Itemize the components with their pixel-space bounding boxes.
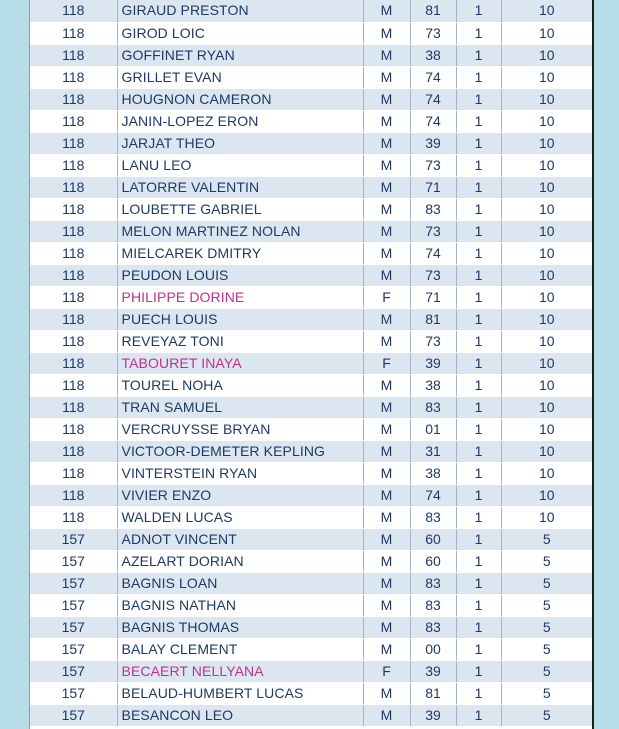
points-cell[interactable]: 10	[501, 176, 592, 198]
rank-cell[interactable]: 157	[30, 704, 117, 726]
name-cell[interactable]: TRAN SAMUEL	[117, 396, 363, 418]
table-row[interactable]	[30, 682, 592, 704]
rank-cell[interactable]: 118	[30, 66, 117, 88]
rank-cell[interactable]: 157	[30, 594, 117, 616]
count-cell[interactable]: 1	[456, 660, 501, 682]
rank-cell[interactable]: 157	[30, 660, 117, 682]
sex-cell[interactable]: M	[363, 484, 410, 506]
count-cell[interactable]: 1	[456, 242, 501, 264]
rank-cell[interactable]: 118	[30, 440, 117, 462]
rank-cell[interactable]: 118	[30, 22, 117, 44]
name-cell[interactable]: GIROD LOIC	[117, 22, 363, 44]
table-row[interactable]	[30, 660, 592, 682]
table-row[interactable]	[30, 594, 592, 616]
rank-cell[interactable]: 118	[30, 88, 117, 110]
table-row[interactable]	[30, 616, 592, 638]
rank-cell[interactable]: 118	[30, 0, 117, 22]
points-cell[interactable]: 10	[501, 396, 592, 418]
sex-cell[interactable]: M	[363, 550, 410, 572]
sex-cell[interactable]: M	[363, 308, 410, 330]
rank-cell[interactable]: 118	[30, 308, 117, 330]
points-cell[interactable]: 10	[501, 88, 592, 110]
count-cell[interactable]: 1	[456, 198, 501, 220]
table-row[interactable]	[30, 484, 592, 506]
name-cell[interactable]: WALDEN LUCAS	[117, 506, 363, 528]
points-cell[interactable]: 10	[501, 374, 592, 396]
table-row[interactable]	[30, 44, 592, 66]
sex-cell[interactable]: M	[363, 418, 410, 440]
rank-cell[interactable]: 118	[30, 396, 117, 418]
sex-cell[interactable]: M	[363, 572, 410, 594]
points-cell[interactable]: 10	[501, 66, 592, 88]
department-cell[interactable]: 38	[410, 374, 456, 396]
sex-cell[interactable]: M	[363, 176, 410, 198]
department-cell[interactable]: 01	[410, 418, 456, 440]
sex-cell[interactable]: M	[363, 88, 410, 110]
name-cell[interactable]: VIVIER ENZO	[117, 484, 363, 506]
rank-cell[interactable]: 118	[30, 198, 117, 220]
sex-cell[interactable]: M	[363, 682, 410, 704]
sex-cell[interactable]: M	[363, 638, 410, 660]
sex-cell[interactable]: M	[363, 66, 410, 88]
count-cell[interactable]: 1	[456, 682, 501, 704]
count-cell[interactable]: 1	[456, 484, 501, 506]
department-cell[interactable]: 74	[410, 110, 456, 132]
name-cell[interactable]: GRILLET EVAN	[117, 66, 363, 88]
department-cell[interactable]: 39	[410, 704, 456, 726]
points-cell[interactable]: 10	[501, 352, 592, 374]
table-row[interactable]	[30, 154, 592, 176]
name-cell[interactable]: PEUDON LOUIS	[117, 264, 363, 286]
name-cell[interactable]: AZELART DORIAN	[117, 550, 363, 572]
count-cell[interactable]: 1	[456, 330, 501, 352]
table-row[interactable]	[30, 418, 592, 440]
rank-cell[interactable]: 157	[30, 682, 117, 704]
name-cell[interactable]: LOUBETTE GABRIEL	[117, 198, 363, 220]
sex-cell[interactable]: M	[363, 440, 410, 462]
rank-cell[interactable]: 118	[30, 176, 117, 198]
department-cell[interactable]: 74	[410, 66, 456, 88]
points-cell[interactable]: 10	[501, 220, 592, 242]
sex-cell[interactable]: M	[363, 506, 410, 528]
table-row[interactable]	[30, 198, 592, 220]
table-row[interactable]	[30, 264, 592, 286]
name-cell[interactable]: BAGNIS NATHAN	[117, 594, 363, 616]
sex-cell[interactable]: M	[363, 22, 410, 44]
department-cell[interactable]: 81	[410, 682, 456, 704]
department-cell[interactable]: 83	[410, 572, 456, 594]
department-cell[interactable]: 39	[410, 132, 456, 154]
points-cell[interactable]: 10	[501, 484, 592, 506]
sex-cell[interactable]: F	[363, 352, 410, 374]
rank-cell[interactable]: 118	[30, 44, 117, 66]
table-row[interactable]	[30, 308, 592, 330]
rank-cell[interactable]: 157	[30, 638, 117, 660]
table-row[interactable]	[30, 66, 592, 88]
department-cell[interactable]: 74	[410, 484, 456, 506]
count-cell[interactable]: 1	[456, 594, 501, 616]
name-cell[interactable]: PUECH LOUIS	[117, 308, 363, 330]
name-cell[interactable]: TABOURET INAYA	[117, 352, 363, 374]
rank-cell[interactable]: 157	[30, 572, 117, 594]
points-cell[interactable]: 5	[501, 682, 592, 704]
department-cell[interactable]: 74	[410, 88, 456, 110]
department-cell[interactable]: 81	[410, 0, 456, 22]
points-cell[interactable]: 5	[501, 660, 592, 682]
department-cell[interactable]: 83	[410, 396, 456, 418]
table-row[interactable]	[30, 440, 592, 462]
points-cell[interactable]: 10	[501, 242, 592, 264]
count-cell[interactable]: 1	[456, 572, 501, 594]
count-cell[interactable]: 1	[456, 374, 501, 396]
name-cell[interactable]: VICTOOR-DEMETER KEPLING	[117, 440, 363, 462]
rank-cell[interactable]: 118	[30, 506, 117, 528]
table-row[interactable]	[30, 462, 592, 484]
rank-cell[interactable]: 118	[30, 132, 117, 154]
name-cell[interactable]: BECAERT NELLYANA	[117, 660, 363, 682]
sex-cell[interactable]: M	[363, 528, 410, 550]
count-cell[interactable]: 1	[456, 308, 501, 330]
table-row[interactable]	[30, 396, 592, 418]
name-cell[interactable]: JARJAT THEO	[117, 132, 363, 154]
count-cell[interactable]: 1	[456, 264, 501, 286]
rank-cell[interactable]: 118	[30, 286, 117, 308]
name-cell[interactable]: VERCRUYSSE BRYAN	[117, 418, 363, 440]
sex-cell[interactable]: M	[363, 616, 410, 638]
name-cell[interactable]: VINTERSTEIN RYAN	[117, 462, 363, 484]
table-row[interactable]	[30, 528, 592, 550]
name-cell[interactable]: LATORRE VALENTIN	[117, 176, 363, 198]
department-cell[interactable]: 71	[410, 176, 456, 198]
points-cell[interactable]: 5	[501, 638, 592, 660]
name-cell[interactable]: GIRAUD PRESTON	[117, 0, 363, 22]
name-cell[interactable]: BELAUD-HUMBERT LUCAS	[117, 682, 363, 704]
department-cell[interactable]: 73	[410, 22, 456, 44]
count-cell[interactable]: 1	[456, 418, 501, 440]
count-cell[interactable]: 1	[456, 396, 501, 418]
department-cell[interactable]: 60	[410, 528, 456, 550]
rank-cell[interactable]: 157	[30, 528, 117, 550]
count-cell[interactable]: 1	[456, 352, 501, 374]
points-cell[interactable]: 5	[501, 572, 592, 594]
table-row[interactable]	[30, 0, 592, 22]
table-row[interactable]	[30, 330, 592, 352]
count-cell[interactable]: 1	[456, 638, 501, 660]
sex-cell[interactable]: M	[363, 264, 410, 286]
points-cell[interactable]: 10	[501, 110, 592, 132]
points-cell[interactable]: 10	[501, 418, 592, 440]
sex-cell[interactable]: M	[363, 242, 410, 264]
table-row[interactable]	[30, 22, 592, 44]
sex-cell[interactable]: M	[363, 132, 410, 154]
count-cell[interactable]: 1	[456, 176, 501, 198]
department-cell[interactable]: 74	[410, 242, 456, 264]
department-cell[interactable]: 73	[410, 330, 456, 352]
rank-cell[interactable]: 118	[30, 484, 117, 506]
points-cell[interactable]: 10	[501, 308, 592, 330]
points-cell[interactable]: 5	[501, 528, 592, 550]
department-cell[interactable]: 38	[410, 44, 456, 66]
rank-cell[interactable]: 118	[30, 374, 117, 396]
count-cell[interactable]: 1	[456, 220, 501, 242]
table-row[interactable]	[30, 550, 592, 572]
table-row[interactable]	[30, 572, 592, 594]
results-table	[30, 0, 592, 727]
sex-cell[interactable]: M	[363, 154, 410, 176]
department-cell[interactable]: 73	[410, 220, 456, 242]
sex-cell[interactable]: M	[363, 330, 410, 352]
table-row[interactable]	[30, 110, 592, 132]
points-cell[interactable]: 10	[501, 44, 592, 66]
department-cell[interactable]: 83	[410, 616, 456, 638]
sex-cell[interactable]: M	[363, 396, 410, 418]
sex-cell[interactable]: M	[363, 462, 410, 484]
sex-cell[interactable]: M	[363, 704, 410, 726]
name-cell[interactable]: MIELCAREK DMITRY	[117, 242, 363, 264]
name-cell[interactable]: BALAY CLEMENT	[117, 638, 363, 660]
department-cell[interactable]: 81	[410, 308, 456, 330]
name-cell[interactable]: GOFFINET RYAN	[117, 44, 363, 66]
department-cell[interactable]: 31	[410, 440, 456, 462]
rank-cell[interactable]: 118	[30, 220, 117, 242]
count-cell[interactable]: 1	[456, 132, 501, 154]
count-cell[interactable]: 1	[456, 704, 501, 726]
points-cell[interactable]: 10	[501, 462, 592, 484]
sex-cell[interactable]: M	[363, 594, 410, 616]
department-cell[interactable]: 83	[410, 198, 456, 220]
rank-cell[interactable]: 118	[30, 418, 117, 440]
name-cell[interactable]: BAGNIS LOAN	[117, 572, 363, 594]
count-cell[interactable]: 1	[456, 616, 501, 638]
sex-cell[interactable]: M	[363, 220, 410, 242]
table-row[interactable]	[30, 374, 592, 396]
count-cell[interactable]: 1	[456, 44, 501, 66]
name-cell[interactable]: HOUGNON CAMERON	[117, 88, 363, 110]
sex-cell[interactable]: M	[363, 0, 410, 22]
points-cell[interactable]: 10	[501, 330, 592, 352]
points-cell[interactable]: 10	[501, 264, 592, 286]
points-cell[interactable]: 10	[501, 0, 592, 22]
points-cell[interactable]: 10	[501, 440, 592, 462]
count-cell[interactable]: 1	[456, 88, 501, 110]
name-cell[interactable]: LANU LEO	[117, 154, 363, 176]
name-cell[interactable]: REVEYAZ TONI	[117, 330, 363, 352]
count-cell[interactable]: 1	[456, 440, 501, 462]
rank-cell[interactable]: 157	[30, 616, 117, 638]
count-cell[interactable]: 1	[456, 550, 501, 572]
points-cell[interactable]: 10	[501, 22, 592, 44]
points-cell[interactable]: 5	[501, 594, 592, 616]
table-row[interactable]	[30, 242, 592, 264]
points-cell[interactable]: 10	[501, 286, 592, 308]
department-cell[interactable]: 39	[410, 660, 456, 682]
points-cell[interactable]: 5	[501, 704, 592, 726]
name-cell[interactable]: ADNOT VINCENT	[117, 528, 363, 550]
sex-cell[interactable]: M	[363, 44, 410, 66]
name-cell[interactable]: TOUREL NOHA	[117, 374, 363, 396]
rank-cell[interactable]: 118	[30, 110, 117, 132]
points-cell[interactable]: 10	[501, 132, 592, 154]
department-cell[interactable]: 83	[410, 594, 456, 616]
table-row[interactable]	[30, 286, 592, 308]
department-cell[interactable]: 83	[410, 506, 456, 528]
points-cell[interactable]: 10	[501, 198, 592, 220]
rank-cell[interactable]: 118	[30, 352, 117, 374]
count-cell[interactable]: 1	[456, 154, 501, 176]
count-cell[interactable]: 1	[456, 528, 501, 550]
rank-cell[interactable]: 118	[30, 264, 117, 286]
name-cell[interactable]: JANIN-LOPEZ ERON	[117, 110, 363, 132]
results-table-body	[30, 0, 592, 726]
rank-cell[interactable]: 118	[30, 242, 117, 264]
count-cell[interactable]: 1	[456, 110, 501, 132]
points-cell[interactable]: 10	[501, 506, 592, 528]
department-cell[interactable]: 73	[410, 154, 456, 176]
department-cell[interactable]: 00	[410, 638, 456, 660]
count-cell[interactable]: 1	[456, 506, 501, 528]
table-row[interactable]	[30, 88, 592, 110]
name-cell[interactable]: BAGNIS THOMAS	[117, 616, 363, 638]
count-cell[interactable]: 1	[456, 66, 501, 88]
name-cell[interactable]: MELON MARTINEZ NOLAN	[117, 220, 363, 242]
count-cell[interactable]: 1	[456, 286, 501, 308]
name-cell[interactable]: BESANCON LEO	[117, 704, 363, 726]
department-cell[interactable]: 39	[410, 352, 456, 374]
rank-cell[interactable]: 118	[30, 154, 117, 176]
sex-cell[interactable]: M	[363, 110, 410, 132]
name-cell[interactable]: PHILIPPE DORINE	[117, 286, 363, 308]
count-cell[interactable]: 1	[456, 0, 501, 22]
department-cell[interactable]: 60	[410, 550, 456, 572]
points-cell[interactable]: 10	[501, 154, 592, 176]
department-cell[interactable]: 38	[410, 462, 456, 484]
table-row[interactable]	[30, 176, 592, 198]
sex-cell[interactable]: M	[363, 198, 410, 220]
department-cell[interactable]: 71	[410, 286, 456, 308]
table-row[interactable]	[30, 704, 592, 726]
table-row[interactable]	[30, 220, 592, 242]
table-row[interactable]	[30, 506, 592, 528]
rank-cell[interactable]: 118	[30, 330, 117, 352]
sex-cell[interactable]: M	[363, 374, 410, 396]
sex-cell[interactable]: F	[363, 286, 410, 308]
department-cell[interactable]: 73	[410, 264, 456, 286]
points-cell[interactable]: 5	[501, 616, 592, 638]
rank-cell[interactable]: 118	[30, 462, 117, 484]
rank-cell[interactable]: 157	[30, 550, 117, 572]
points-cell[interactable]: 5	[501, 550, 592, 572]
count-cell[interactable]: 1	[456, 22, 501, 44]
table-row[interactable]	[30, 638, 592, 660]
table-row[interactable]	[30, 132, 592, 154]
results-sheet	[29, 0, 594, 729]
sex-cell[interactable]: F	[363, 660, 410, 682]
table-row[interactable]	[30, 352, 592, 374]
count-cell[interactable]: 1	[456, 462, 501, 484]
